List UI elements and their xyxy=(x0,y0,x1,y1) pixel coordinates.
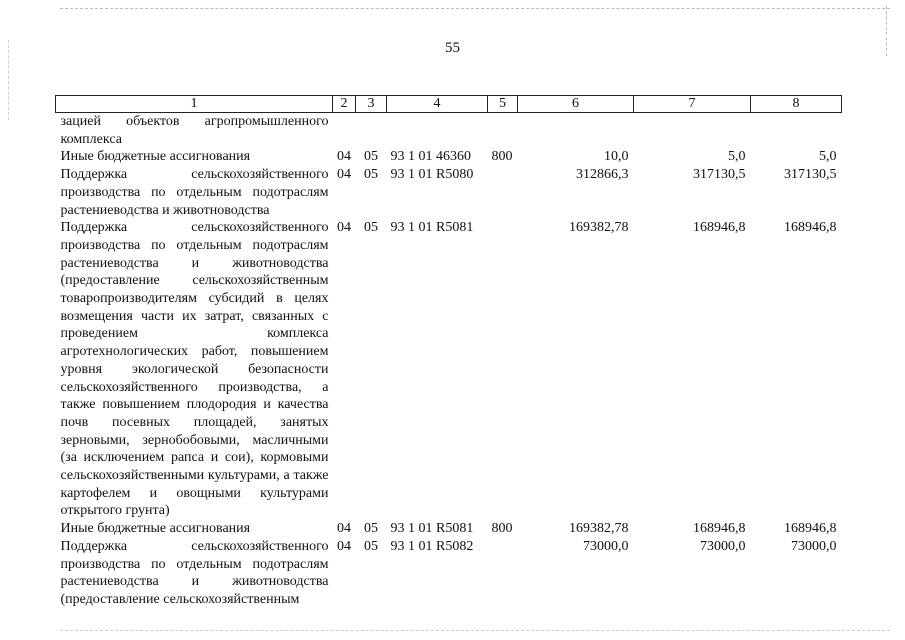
page-number: 55 xyxy=(445,40,460,56)
row-expense-type: 800 xyxy=(491,149,513,165)
row-name: Иные бюджетные ассигнования xyxy=(60,149,251,165)
row-amount-year3 xyxy=(751,113,842,149)
row-section: 04 xyxy=(337,167,351,183)
row-amount-year1: 169382,78 xyxy=(569,521,629,537)
row-target-code: 93 1 01 R5081 xyxy=(390,521,474,537)
row-amount-year2 xyxy=(634,113,751,149)
column-header: 5 xyxy=(488,96,518,113)
row-amount-year2: 168946,8 xyxy=(693,521,746,537)
column-header: 7 xyxy=(634,96,751,113)
table-row xyxy=(56,219,842,520)
column-header: 6 xyxy=(518,96,634,113)
row-amount-year3: 168946,8 xyxy=(784,521,837,537)
table-row xyxy=(56,113,842,149)
row-amount-year3: 317130,5 xyxy=(784,167,837,183)
row-expense-type xyxy=(488,538,518,609)
row-amount-year1 xyxy=(518,113,634,149)
row-amount-year2: 5,0 xyxy=(728,149,746,165)
row-section: 04 xyxy=(337,538,351,554)
row-target-code: 93 1 01 R5080 xyxy=(390,167,474,183)
row-amount-year2: 73000,0 xyxy=(700,538,746,554)
row-amount-year3: 168946,8 xyxy=(784,220,837,236)
column-header: 8 xyxy=(751,96,842,113)
column-header: 2 xyxy=(333,96,356,113)
row-target-code: 93 1 01 46360 xyxy=(390,149,471,165)
row-amount-year2: 168946,8 xyxy=(693,220,746,236)
row-name: Поддержка сельскохозяйственного производства по отдельным подотраслям растениеводства и животноводства (предоставление сельскохозяйственным xyxy=(60,538,329,607)
row-name: Поддержка сельскохозяйственного производства по отдельным подотраслям растениеводства и животноводства xyxy=(60,167,329,218)
column-header: 1 xyxy=(56,96,333,113)
row-amount-year2: 317130,5 xyxy=(693,167,746,183)
row-target-code: 93 1 01 R5082 xyxy=(390,538,474,554)
row-subsection: 05 xyxy=(364,220,378,236)
row-expense-type: 800 xyxy=(491,521,513,537)
row-section xyxy=(333,113,356,149)
scan-edge-bottom xyxy=(60,630,890,632)
table-row xyxy=(56,166,842,219)
header-row xyxy=(56,96,842,113)
row-name: Иные бюджетные ассигнования xyxy=(60,521,251,537)
row-subsection: 05 xyxy=(364,538,378,554)
column-header: 4 xyxy=(387,96,488,113)
row-amount-year1: 312866,3 xyxy=(576,167,629,183)
row-section: 04 xyxy=(337,149,351,165)
row-amount-year3: 73000,0 xyxy=(791,538,837,554)
row-amount-year3: 5,0 xyxy=(819,149,837,165)
table-row xyxy=(56,538,842,609)
row-amount-year1: 169382,78 xyxy=(569,220,629,236)
table-row xyxy=(56,148,842,166)
budget-table xyxy=(55,95,842,609)
row-subsection: 05 xyxy=(364,167,378,183)
table-row xyxy=(56,520,842,538)
scan-edge-top xyxy=(60,8,890,10)
row-amount-year1: 10,0 xyxy=(604,149,629,165)
row-amount-year1: 73000,0 xyxy=(583,538,629,554)
column-header: 3 xyxy=(356,96,387,113)
row-section: 04 xyxy=(337,220,351,236)
row-expense-type xyxy=(488,166,518,219)
row-name: зацией объектов агропромышленного комплекса xyxy=(60,114,329,147)
row-name: Поддержка сельскохозяйственного производства по отдельным подотраслям растениеводства и животноводства (предоставление сельскохозяйственным товаропроизводителям субсидий в целях возмещения части их затрат, связанных с проведением комплекса агротехнологических работ, повышением уровня экологической безопасности сельскохозяйственного производства, а также повышением плодородия и качества почв посевных площадей, занятых зерновыми, зернобобовыми, масличными (за исключением рапса и сои), кормовыми сельскохозяйственными культурами, а также картофелем и овощными культурами открытого грунта) xyxy=(60,220,329,519)
row-subsection: 05 xyxy=(364,521,378,537)
row-section: 04 xyxy=(337,521,351,537)
row-expense-type xyxy=(488,113,518,149)
row-target-code: 93 1 01 R5081 xyxy=(390,220,474,236)
row-target-code xyxy=(387,113,488,149)
row-subsection xyxy=(356,113,387,149)
row-subsection: 05 xyxy=(364,149,378,165)
row-expense-type xyxy=(488,219,518,520)
